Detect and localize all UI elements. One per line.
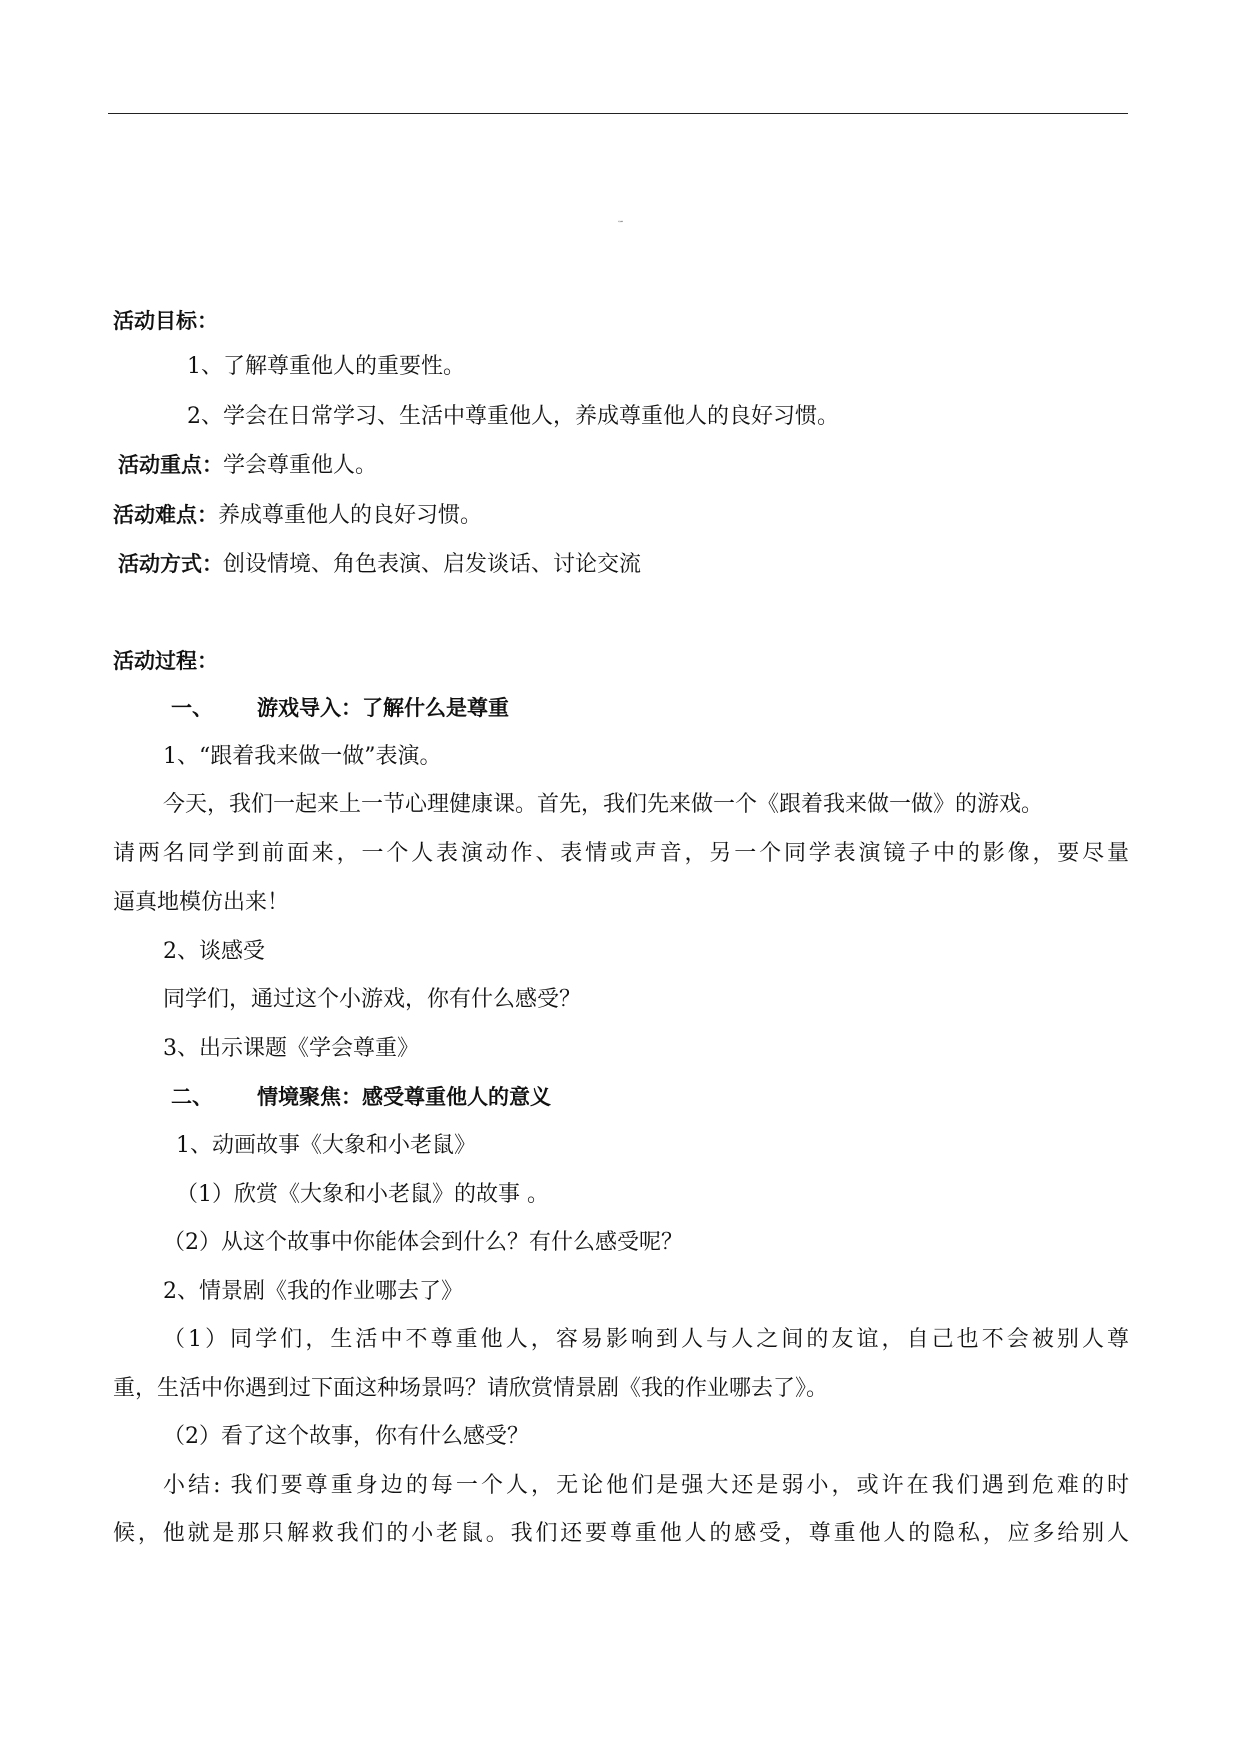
section2-title: 情境聚焦：感受尊重他人的意义: [257, 1085, 551, 1109]
section2-line-2: （1）欣赏《大象和小老鼠》的故事 。: [176, 1182, 549, 1207]
method-row: [118, 549, 641, 579]
section1-line-3: 请两名同学到前面来，一个人表演动作、表情或声音，另一个同学表演镜子中的影像，要尽量: [113, 841, 1129, 866]
method-text: 创设情境、角色表演、启发谈话、讨论交流: [223, 552, 642, 577]
difficulty-row: [113, 500, 482, 530]
difficulty-label: 活动难点：: [113, 503, 218, 527]
section2-number: 二、: [171, 1085, 213, 1109]
section1-line-7: 3、出示课题《学会尊重》: [163, 1036, 419, 1061]
goal-item-1: 1、了解尊重他人的重要性。: [187, 354, 465, 379]
section1-line-2: 今天，我们一起来上一节心理健康课。首先，我们先来做一个《跟着我来做一做》的游戏。: [163, 792, 1044, 817]
section2-line-1: 1、动画故事《大象和小老鼠》: [176, 1133, 476, 1158]
header-rule: [108, 113, 1128, 114]
section2-line-3: （2）从这个故事中你能体会到什么？有什么感受呢？: [163, 1230, 683, 1255]
section2-line-4: 2、情景剧《我的作业哪去了》: [163, 1279, 463, 1304]
key-point-row: [118, 450, 377, 480]
section2-line-9: 候，他就是那只解救我们的小老鼠。我们还要尊重他人的感受，尊重他人的隐私，应多给别人: [113, 1521, 1129, 1546]
section1-heading: [171, 693, 509, 723]
goal-item-2: 2、学会在日常学习、生活中尊重他人，养成尊重他人的良好习惯。: [187, 404, 839, 429]
difficulty-text: 养成尊重他人的良好习惯。: [218, 503, 483, 528]
goals-heading: 活动目标：: [113, 309, 218, 333]
section1-number: 一、: [171, 696, 213, 720]
section2-line-5: （1）同学们，生活中不尊重他人，容易影响到人与人之间的友谊，自己也不会被别人尊: [163, 1327, 1129, 1352]
section2-line-7: （2）看了这个故事，你有什么感受？: [163, 1424, 529, 1449]
method-label: 活动方式：: [118, 552, 223, 576]
section1-line-5: 2、谈感受: [163, 939, 265, 964]
section2-heading: [171, 1082, 551, 1112]
key-point-text: 学会尊重他人。: [223, 453, 378, 478]
key-point-label: 活动重点：: [118, 453, 223, 477]
section1-line-1: 1、“跟着我来做一做”表演。: [163, 744, 442, 769]
section2-line-8: 小结: 我们要尊重身边的每一个人，无论他们是强大还是弱小，或许在我们遇到危难的时: [163, 1473, 1129, 1498]
section1-title: 游戏导入：了解什么是尊重: [257, 696, 509, 720]
section1-line-6: 同学们，通过这个小游戏，你有什么感受？: [163, 987, 582, 1012]
document-title: 《学会尊重》: [617, 222, 624, 223]
process-heading: 活动过程：: [113, 649, 218, 673]
section2-line-6: 重，生活中你遇到过下面这种场景吗？请欣赏情景剧《我的作业哪去了》。: [113, 1376, 829, 1401]
section1-line-4: 逼真地模仿出来！: [113, 890, 290, 915]
